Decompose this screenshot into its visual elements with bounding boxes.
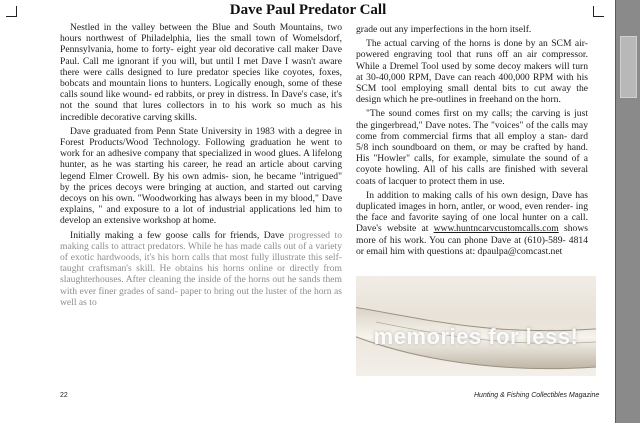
- paragraph-text: Initially making a few goose calls for friends, Dave: [70, 229, 285, 241]
- paragraph-text: shows more of his work. You can phone Dave at (610)-589- 4814 or email him with questions at: dpaulpa@comcast.net: [356, 223, 588, 257]
- vertical-scrollbar[interactable]: [615, 0, 640, 423]
- paragraph: The actual carving of the horns is done by an SCM air-powered engraving tool that runs off an air compressor. While a Dremel Tool used by some decoy makers will turn at 30-40,000 RPM, Dave can reach 400,000 RPM with his SCM tool employing small dental bits to cut away the design which he pre-outlines in freehand on the horn.: [356, 38, 588, 106]
- faded-text: progressed to making calls to attract predators. While he has made calls out of a variety of exotic hardwoods, it's his horn calls that most fully illustrate this self-taught craftsman's skill. He obtains his horns online or directly from slaughterhouses. After cleaning the inside of the horns out he sands them with ever finer grades of sand- paper to bring out the luster of the horn as well as to: [60, 229, 342, 308]
- paragraph: Dave graduated from Penn State University in 1983 with a degree in Forest Products/Wood Technology. Following graduation he went to work for an adhesive company that specialized in wood glues. A lifelong hunter, as he was starting his career, he read an article about carving legend Elmer Crowell. By his own admis- sion, he became "intrigued" by the prices decoys were bringing at auction, and started out carving decoys on his own. "Woodworking has always been in my blood," Dave explains, " and exposure to a lot of industrial applications led him to develop an extensive workshop at home.: [60, 125, 342, 227]
- scrollbar-thumb[interactable]: [620, 36, 637, 98]
- paragraph: "The sound comes first on my calls; the carving is just the gingerbread," Dave notes. The "voices" of the calls may come from commercial firms that all employ a stan- dard 5/8 inch soundboard on them, or may be crafted by hand. His "Howler" calls, for example, simulate the sound of a coyote howling. All of his calls are finished with several coats of lacquer to protect them in use.: [356, 108, 588, 187]
- paragraph: Nestled in the valley between the Blue and South Mountains, two hours northwest of Philadelphia, lies the small town of Womelsdorf, Pennsylvania, home to forty- eight year old decorative call maker Dave Paul. Call me ignorant if you will, but until I met Dave I wasn't aware there were calls designed to lure predator species like coyotes, foxes, bobcats and mountain lions to hunters. Logically enough, some of these calls sound like wound- ed rabbits, or prey in distress. In Dave's case, it's not the sound that lures collectors in to his work so much as his incredible decorative carving skills.: [60, 22, 342, 123]
- paragraph: [356, 190, 588, 257]
- horn-call-photo: [356, 276, 596, 376]
- left-column: [60, 22, 342, 308]
- website-link[interactable]: www.huntncarvcustomcalls.com: [433, 223, 559, 235]
- page-number: 22: [60, 392, 68, 399]
- watermark-text: memories for less!: [373, 324, 579, 349]
- article-title: Dave Paul Predator Call: [229, 2, 387, 18]
- right-column: [356, 24, 588, 257]
- paragraph-text: In addition to making calls of his own design, Dave has duplicated images in horn, antler, or wood, even render- ing the face and favorite saying of one local hunter on a call. Dave's website at: [356, 189, 588, 235]
- magazine-name: Hunting & Fishing Collectibles Magazine: [474, 392, 600, 399]
- paragraph: grade out any imperfections in the horn itself.: [356, 24, 532, 35]
- paragraph: [60, 230, 342, 308]
